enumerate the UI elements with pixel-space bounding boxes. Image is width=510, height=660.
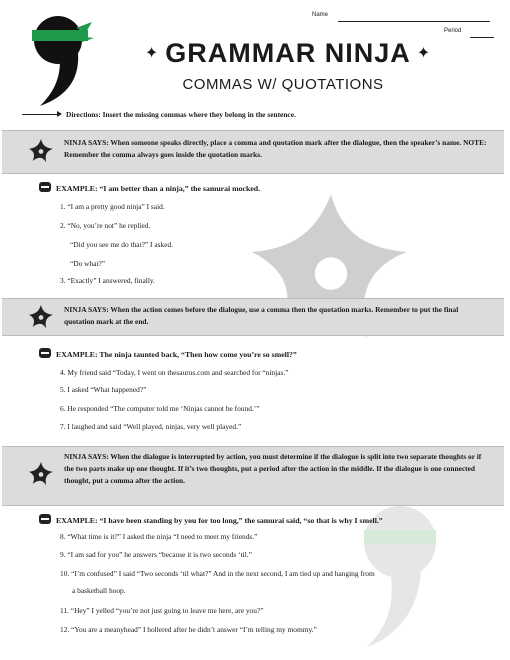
exercise-line: 4. My friend said “Today, I went on thesaurus.com and searched for “ninjas.” xyxy=(60,368,289,377)
shuriken-icon: ✦ xyxy=(144,45,160,62)
exercise-line: 10. “I’m confused” I said “Two seconds ‘til what?” And in the next second, I am tied up and hanging from xyxy=(60,569,375,578)
exercise-line: 2. “No, you’re not” he replied. xyxy=(60,221,151,230)
exercise-line: 9. “I am sad for you” he answers “because it is two seconds ‘til.” xyxy=(60,550,252,559)
period-label: Period xyxy=(444,28,462,34)
shuriken-icon xyxy=(28,461,54,487)
ninja-comma-logo xyxy=(26,12,96,108)
exercise-line: “Do what?” xyxy=(70,259,106,268)
shuriken-icon xyxy=(28,304,54,330)
ninja-head-icon xyxy=(38,348,52,358)
page-title: ✦ GRAMMAR NINJA ✦ xyxy=(144,38,432,68)
ninja-says-box xyxy=(2,298,504,336)
example-line: EXAMPLE: “I am better than a ninja,” the samurai mocked. xyxy=(38,182,260,193)
ninja-says-text: NINJA SAYS: When someone speaks directly, place a comma and quotation mark after the dialogue, then the speaker’s name. NOTE: Remember the comma always goes inside the quotation marks. xyxy=(64,138,487,159)
exercise-line: 1. “I am a pretty good ninja” I said. xyxy=(60,202,165,211)
ninja-head-icon xyxy=(38,182,52,192)
directions: Directions: Insert the missing commas where they belong in the sentence. xyxy=(22,110,492,119)
exercise-line: 5. I asked “What happened?” xyxy=(60,385,147,394)
ninja-says-text: NINJA SAYS: When the action comes before the dialogue, use a comma then the quotation marks. Remember to put the final quotation mark at the end. xyxy=(64,305,459,326)
name-label: Name xyxy=(312,12,329,18)
exercise-line: 3. “Exactly” I answered, finally. xyxy=(60,276,155,285)
exercise-line: 11. “Hey” I yelled “you’re not just going to leave me here, are you?” xyxy=(60,606,264,615)
exercise-line: 7. I laughed and said “Well played, ninjas, very well played.” xyxy=(60,422,242,431)
exercise-line: a basketball hoop. xyxy=(72,586,126,595)
shuriken-icon: ✦ xyxy=(416,45,432,62)
ninja-says-box xyxy=(2,130,504,174)
shuriken-icon xyxy=(28,138,54,164)
exercise-line: “Did you see me do that?” I asked. xyxy=(70,240,174,249)
arrow-icon xyxy=(22,114,60,115)
page-subtitle: COMMAS W/ QUOTATIONS xyxy=(182,76,384,93)
exercise-line: 8. “What time is it?” I asked the ninja “I need to meet my friends.” xyxy=(60,532,258,541)
ninja-says-text: NINJA SAYS: When the dialogue is interrupted by action, you must determine if the dialogue is split into two separate thoughts or if the two parts make up one thought. If it’s two thoughts, put a period after the action in the middle. If the dialogue is one connected thought, put a comma after the action. xyxy=(64,452,482,485)
ninja-says-box xyxy=(2,446,504,506)
example-line: EXAMPLE: “I have been standing by you for too long,” the samurai said, “so that is why I smell.” xyxy=(38,514,383,525)
example-line: EXAMPLE: The ninja taunted back, “Then how come you’re so smell?” xyxy=(38,348,297,359)
ninja-head-icon xyxy=(38,514,52,524)
exercise-line: 12. “You are a meanyhead” I hollered after he didn’t answer “I’m telling my mommy.” xyxy=(60,625,317,634)
name-field[interactable] xyxy=(312,12,492,24)
exercise-line: 6. He responded “The computer told me ‘Ninjas cannot be found.’” xyxy=(60,404,260,413)
